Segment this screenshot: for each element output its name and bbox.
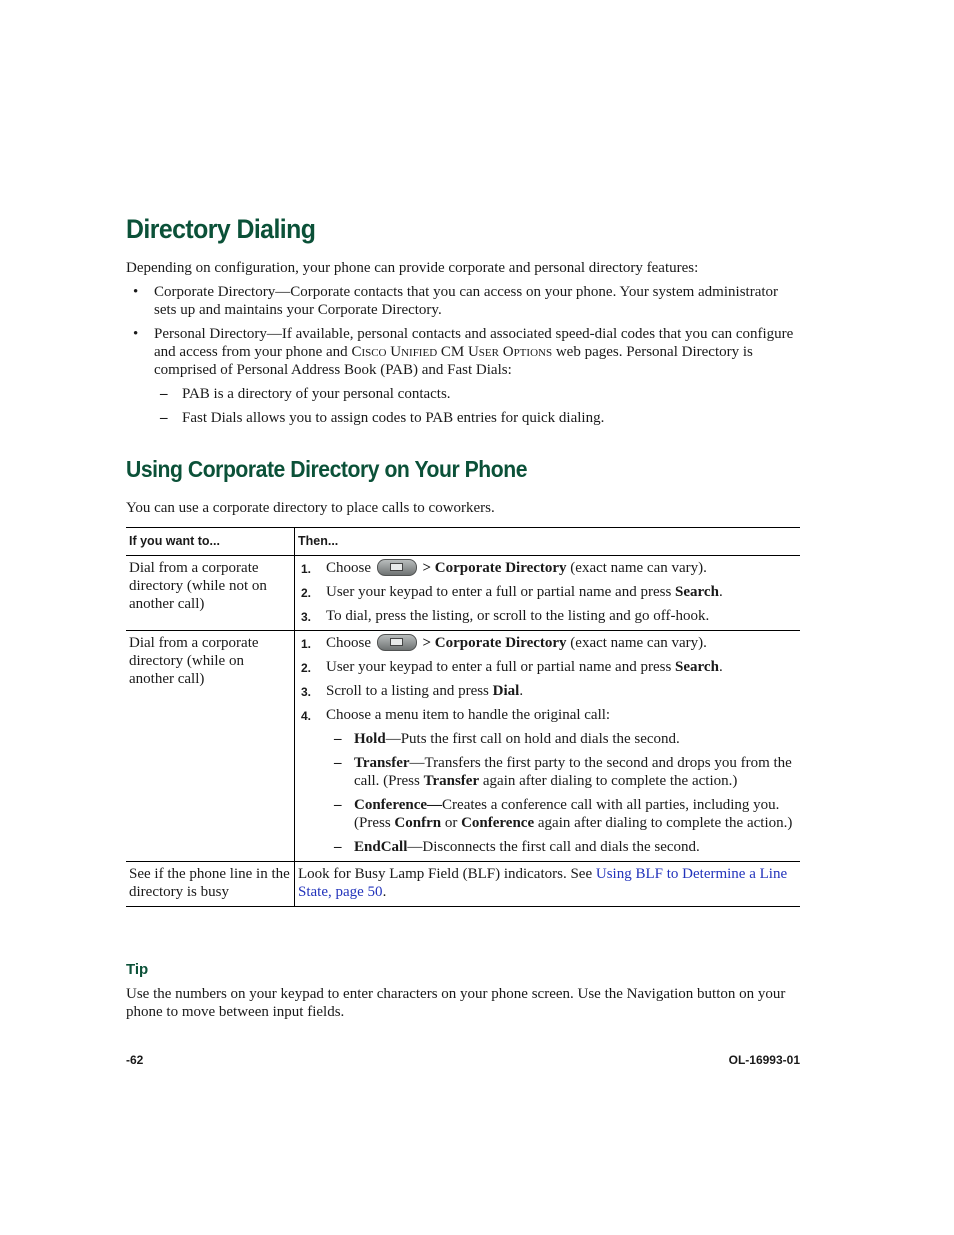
document-id: OL-16993-01 — [728, 1053, 800, 1067]
steps-cell — [295, 631, 801, 862]
tip-label: Tip — [126, 961, 149, 978]
column-header: If you want to... — [126, 528, 295, 556]
call-option: – EndCall—Disconnects the first call and dials the second. — [326, 838, 797, 856]
steps-cell: Look for Busy Lamp Field (BLF) indicators. See Using BLF to Determine a Line State, page 50. — [295, 862, 801, 907]
step-number: 3. — [301, 610, 312, 624]
sub-list-item: – PAB is a directory of your personal contacts. — [154, 385, 800, 403]
section-intro: You can use a corporate directory to place calls to coworkers. — [126, 500, 495, 516]
task-cell: See if the phone line in the directory is busy — [126, 862, 295, 907]
call-option-list — [326, 730, 797, 856]
feature-list — [126, 283, 800, 433]
section-heading: Using Corporate Directory on Your Phone — [126, 456, 528, 482]
steps-cell — [295, 556, 801, 631]
step-number: 1. — [301, 562, 312, 576]
page-title: Directory Dialing — [126, 214, 316, 244]
list-item: • Personal Directory—If available, personal contacts and associated speed-dial codes that you can configure and access from your phone and Cisco Unified CM User Options web pages. Personal Directory is comprised of Personal Address Book (PAB) and Fast Dials: – PAB is a directory of your personal contacts. – Fast Dials allows you to assign codes to PAB entries for quick dialing. — [126, 325, 800, 427]
table-row — [126, 631, 800, 862]
step-number: 4. — [301, 709, 312, 723]
column-header: Then... — [295, 528, 801, 556]
table-row — [126, 556, 800, 631]
blf-cross-reference-link[interactable]: Using BLF to Determine a Line State, page 50 — [298, 866, 788, 900]
step: 2. User your keypad to enter a full or partial name and press Search. — [301, 584, 723, 600]
call-option: – Transfer—Transfers the first party to the second and drops you from the call. (Press Transfer again after dialing to complete the action.) — [326, 754, 797, 790]
step: 2. User your keypad to enter a full or partial name and press Search. — [301, 659, 723, 675]
step: 3. Scroll to a listing and press Dial. — [301, 683, 524, 699]
table-header-row — [126, 528, 800, 556]
step-list — [298, 559, 797, 625]
step: 1. Choose > Corporate Directory (exact name can vary). — [301, 635, 707, 651]
sub-list — [154, 385, 800, 427]
step-number: 1. — [301, 637, 312, 651]
intro-paragraph: Depending on configuration, your phone can provide corporate and personal directory features: — [126, 260, 699, 276]
task-cell: Dial from a corporate directory (while on another call) — [126, 631, 295, 862]
step-number: 3. — [301, 685, 312, 699]
sub-list-item: – Fast Dials allows you to assign codes to PAB entries for quick dialing. — [154, 409, 800, 427]
step: 1. Choose > Corporate Directory (exact name can vary). — [301, 560, 707, 576]
task-cell: Dial from a corporate directory (while not on another call) — [126, 556, 295, 631]
instructions-table — [126, 527, 800, 907]
page-number: -62 — [126, 1053, 144, 1067]
directories-button-icon — [377, 634, 417, 651]
call-option: – Conference—Creates a conference call with all parties, including you. (Press Confrn or Conference again after dialing to complete the action.) — [326, 796, 797, 832]
step-list — [298, 634, 797, 856]
table-row — [126, 862, 800, 907]
list-item: • Corporate Directory—Corporate contacts that you can access on your phone. Your system administrator sets up and maintains your Corporate Directory. — [126, 283, 800, 319]
directories-button-icon — [377, 559, 417, 576]
step: 4. Choose a menu item to handle the original call: – Hold—Puts the first call on hold and dials the second. – Transfer—Transfers the first party to the second and drops you from the call. (Press Transfer again after dialing to complete the action.) – Conference—Creates a conference call with all parties, including you. (Press Confrn or Conference again after dialing to complete the action.) – EndCall—Disconnects the first call and dials the second. — [298, 706, 797, 856]
call-option: – Hold—Puts the first call on hold and dials the second. — [326, 730, 797, 748]
step-number: 2. — [301, 586, 312, 600]
step: 3. To dial, press the listing, or scroll to the listing and go off-hook. — [301, 608, 710, 624]
tip-text: Use the numbers on your keypad to enter characters on your phone screen. Use the Navigation button on your phone to move between input fields. — [126, 986, 786, 1020]
product-name: Cisco Unified CM User Options — [351, 344, 553, 360]
step-number: 2. — [301, 661, 312, 675]
